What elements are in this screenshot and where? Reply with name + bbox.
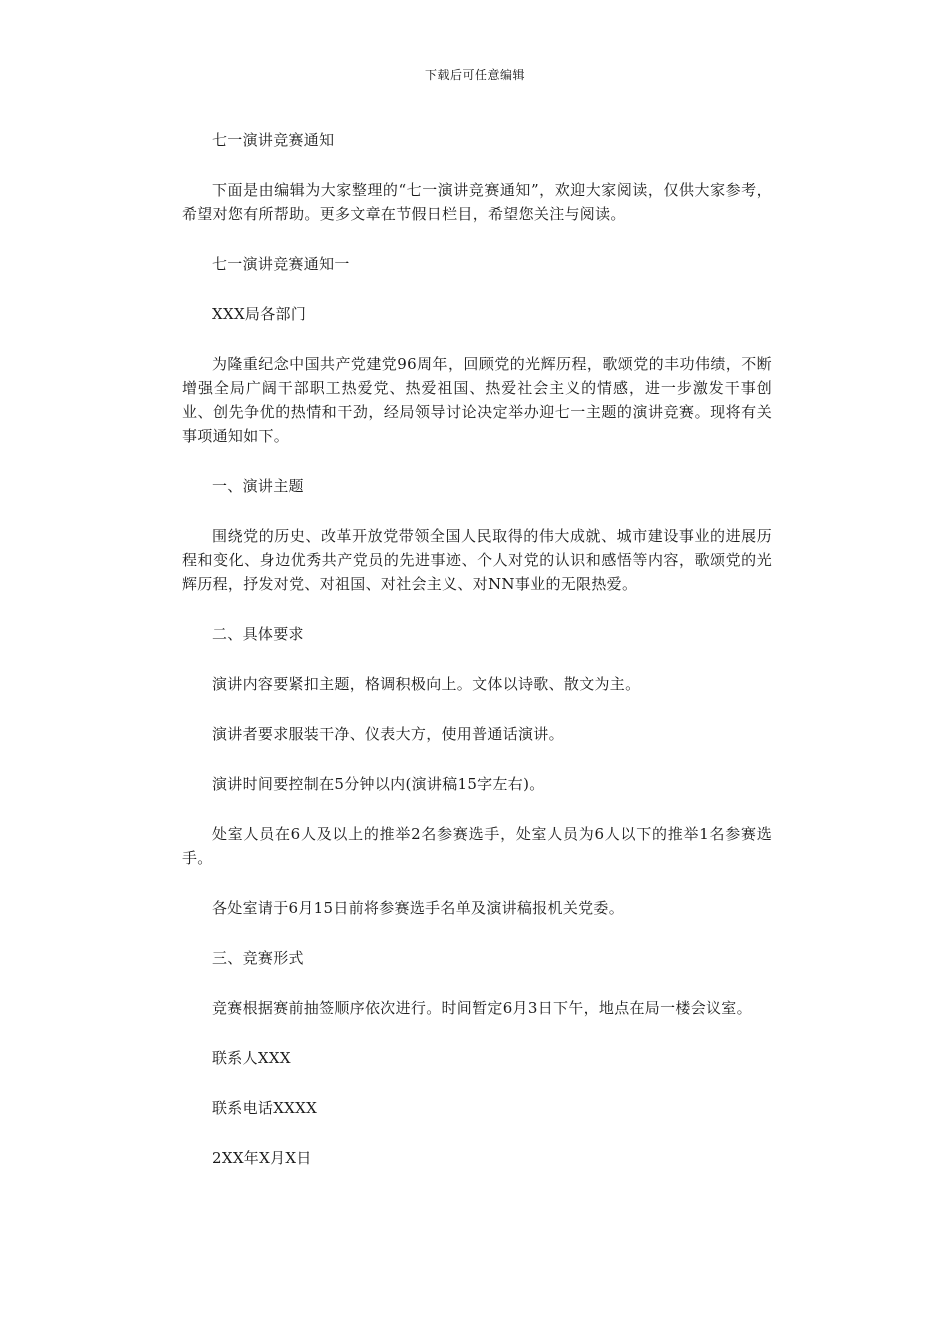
intro-paragraph: 下面是由编辑为大家整理的“七一演讲竞赛通知”，欢迎大家阅读，仅供大家参考，希望对您有所帮助。更多文章在节假日栏目，希望您关注与阅读。 [182,181,772,223]
document-body [182,128,772,1196]
heading-requirements: 二、具体要求 [212,625,304,643]
document-title: 七一演讲竞赛通知 [212,131,335,149]
contact-phone: 联系电话XXXX [212,1099,318,1117]
recipient-line: XXX局各部门 [212,305,307,323]
body-paragraph: 围绕党的历史、改革开放党带领全国人民取得的伟大成就、城市建设事业的进展历程和变化、身边优秀共产党员的先进事迹、个人对党的认识和感悟等内容，歌颂党的光辉历程，抒发对党、对祖国、对社会主义、对NN事业的无限热爱。 [182,527,772,593]
heading-format: 三、竞赛形式 [212,949,304,967]
contact-person: 联系人XXX [212,1049,291,1067]
document-date: 2XX年X月X日 [212,1149,312,1167]
requirement-item: 演讲内容要紧扣主题，格调积极向上。文体以诗歌、散文为主。 [212,675,641,693]
body-paragraph: 为隆重纪念中国共产党建党96周年，回顾党的光辉历程，歌颂党的丰功伟绩，不断增强全局广阔干部职工热爱党、热爱祖国、热爱社会主义的情感，进一步激发干事创业、创先争优的热情和干劲，经局领导讨论决定举办迎七一主题的演讲竞赛。现将有关事项通知如下。 [182,355,772,445]
requirement-item: 演讲时间要控制在5分钟以内(演讲稿15字左右)。 [212,775,545,793]
header-note: 下载后可任意编辑 [424,68,525,82]
requirement-item: 演讲者要求服装干净、仪表大方，使用普通话演讲。 [212,725,564,743]
heading-theme: 一、演讲主题 [212,477,304,495]
body-paragraph: 竞赛根据赛前抽签顺序依次进行。时间暂定6月3日下午，地点在局一楼会议室。 [212,999,752,1017]
requirement-item: 处室人员在6人及以上的推举2名参赛选手，处室人员为6人以下的推举1名参赛选手。 [182,825,772,867]
requirement-item: 各处室请于6月15日前将参赛选手名单及演讲稿报机关党委。 [212,899,625,917]
section-title: 七一演讲竞赛通知一 [212,255,350,273]
